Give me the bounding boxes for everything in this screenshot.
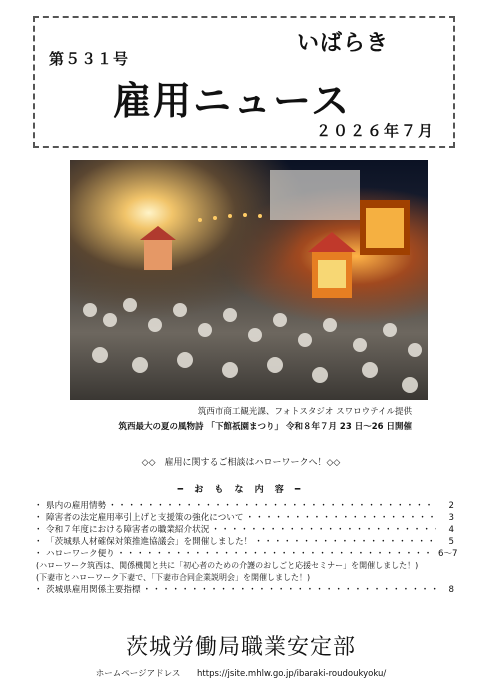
- region-name: いばらき: [297, 30, 390, 56]
- toc-item-page: 5: [448, 537, 454, 547]
- toc-item-label: ハローワーク便り: [46, 549, 115, 559]
- toc-item-label: 障害者の法定雇用率引上げと支援策の強化について: [46, 513, 244, 523]
- bullet-icon: ・: [34, 525, 43, 535]
- toc-item-label: 「茨城県人材確保対策推進協議会」を開催しました！: [46, 537, 253, 547]
- issue-date: ２０２６年７月: [315, 122, 435, 140]
- newsletter-title: 雇用ニュース: [113, 78, 352, 123]
- toc-leader: [246, 512, 437, 524]
- bullet-icon: ・: [34, 585, 43, 595]
- toc-item-label: 県内の雇用情勢: [46, 501, 107, 511]
- photo-credit: 筑西市商工観光課、フォトスタジオ スワロウテイル提供: [197, 407, 412, 417]
- homepage-label: ホームページアドレス: [95, 669, 181, 679]
- toc-item-page: 4: [448, 525, 454, 535]
- bullet-icon: ・: [34, 537, 43, 547]
- toc-leader: [117, 548, 436, 560]
- toc-leader: [108, 500, 436, 512]
- toc-leader: [211, 524, 436, 536]
- homepage-link[interactable]: https://jsite.mhlw.go.jp/ibaraki-roudoukyoku/: [197, 669, 387, 679]
- bullet-icon: ・: [34, 513, 43, 523]
- toc-item[interactable]: [34, 548, 458, 560]
- photo-caption: 筑西最大の夏の風物詩 「下館祇園まつり」 令和８年７月 23 日～26 日開催: [118, 422, 412, 432]
- toc-item-page: 6～7: [438, 549, 458, 559]
- toc-item[interactable]: [34, 512, 454, 524]
- toc-item[interactable]: [34, 536, 454, 548]
- table-of-contents: [34, 500, 458, 596]
- bullet-icon: ・: [34, 501, 43, 511]
- toc-item[interactable]: [34, 524, 454, 536]
- masthead: [33, 16, 455, 148]
- toc-item-page: 3: [448, 513, 454, 523]
- toc-heading: ━ お も な 内 容 ━: [177, 485, 305, 495]
- publisher-name: 茨城労働局職業安定部: [125, 635, 356, 660]
- homepage-line: [0, 667, 482, 679]
- toc-item-label: 令和７年度における障害者の職業紹介状況: [46, 525, 210, 535]
- toc-leader: [143, 584, 436, 596]
- toc-note: (下妻市とハローワーク下妻で、「下妻市合同企業説明会」を開催しました！): [36, 573, 311, 582]
- consultation-notice: ◇◇ 雇用に関するご相談はハローワークへ！◇◇: [141, 458, 341, 468]
- toc-item-label: 茨城県雇用関係主要指標: [46, 585, 141, 595]
- issue-number: 第５３１号: [49, 50, 130, 68]
- toc-item[interactable]: [34, 500, 454, 512]
- toc-leader: [254, 536, 436, 548]
- toc-note: (ハローワーク筑西は、関係機関と共に「初心者のための介護のおしごと応援セミナー」を開催しました！): [36, 561, 419, 570]
- toc-item-page: 8: [448, 585, 454, 595]
- bullet-icon: ・: [34, 549, 43, 559]
- festival-photo-illustration: [70, 160, 428, 400]
- toc-item-page: 2: [448, 501, 454, 511]
- toc-item[interactable]: [34, 584, 454, 596]
- festival-photo: [70, 160, 428, 400]
